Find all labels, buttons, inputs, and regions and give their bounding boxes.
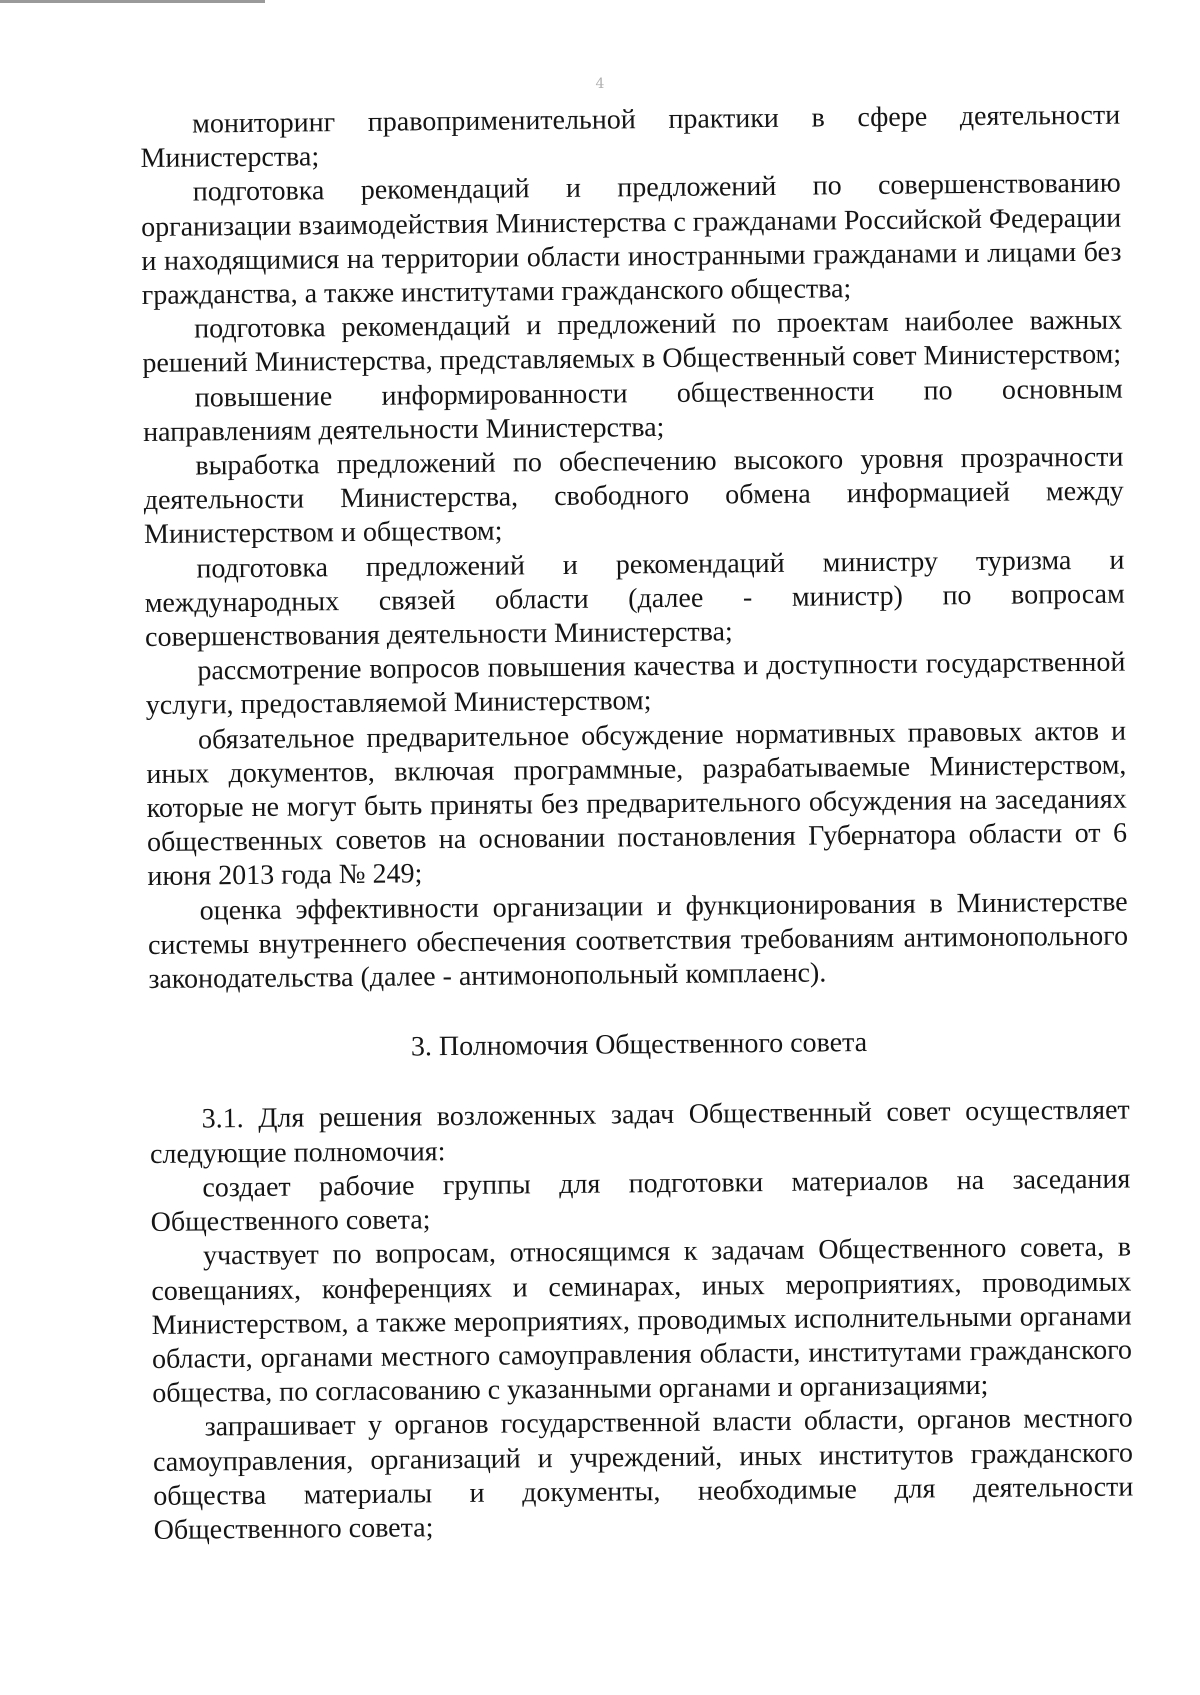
- duty-item: оценка эффективности организации и функционирования в Министерстве системы внутреннего обеспечения соответствия требованиям антимонопольного законодательства (далее - антимонопольный комплаенс).: [147, 886, 1129, 996]
- power-item: запрашивает у органов государственной власти области, органов местного самоуправления, организаций и учреждений, иных институтов гражданского общества материалы и документы, необходимые для деятельности Общественного совета;: [152, 1402, 1134, 1546]
- section-heading: 3. Полномочия Общественного совета: [410, 1027, 868, 1063]
- duty-item: подготовка рекомендаций и предложений по совершенствованию организации взаимодействия Министерства с гражданами Российской Федерации и находящимися на территории области иностранными гражданами и лицами без гражданства, а также институтами гражданского общества;: [140, 167, 1122, 312]
- duty-item: подготовка рекомендаций и предложений по проектам наиболее важных решений Министерства, представляемых в Общественный совет Министерством;: [142, 304, 1123, 380]
- powers-intro: 3.1. Для решения возложенных задач Общественный совет осуществляет следующие полномочия:: [149, 1095, 1130, 1170]
- duty-item: рассмотрение вопросов повышения качества и доступности государственной услуги, предоставляемой Министерством;: [145, 646, 1126, 722]
- document-body: [140, 99, 1134, 1548]
- scan-edge-line: [0, 0, 265, 3]
- duty-item: обязательное предварительное обсуждение нормативных правовых актов и иных документов, включая программные, разрабатываемые Министерством, которые не могут быть приняты без предварительного обсуждения на заседаниях общественных советов на основании постановления Губернатора области от 6 июня 2013 года № 249;: [146, 715, 1128, 893]
- page-number: 4: [595, 76, 605, 92]
- power-item: создает рабочие группы для подготовки материалов на заседания Общественного совета;: [150, 1163, 1131, 1239]
- duty-item: повышение информированности общественности по основным направлениям деятельности Министерства;: [142, 373, 1123, 448]
- duty-item: выработка предложений по обеспечению высокого уровня прозрачности деятельности Министерства, свободного обмена информацией между Министерством и обществом;: [143, 441, 1124, 551]
- power-item: участвует по вопросам, относящимся к задачам Общественного совета, в совещаниях, конференциях и семинарах, иных мероприятиях, проводимых Министерством, а также мероприятиях, проводимых исполнительными органами области, органами местного самоуправления области, институтами гражданского общества, по согласованию с указанными органами и организациями;: [151, 1231, 1133, 1410]
- duty-item: мониторинг правоприменительной практики в сфере деятельности Министерства;: [140, 99, 1121, 175]
- duty-item: подготовка предложений и рекомендаций министру туризма и международных связей области (далее - министр) по вопросам совершенствования деятельности Министерства;: [144, 544, 1125, 654]
